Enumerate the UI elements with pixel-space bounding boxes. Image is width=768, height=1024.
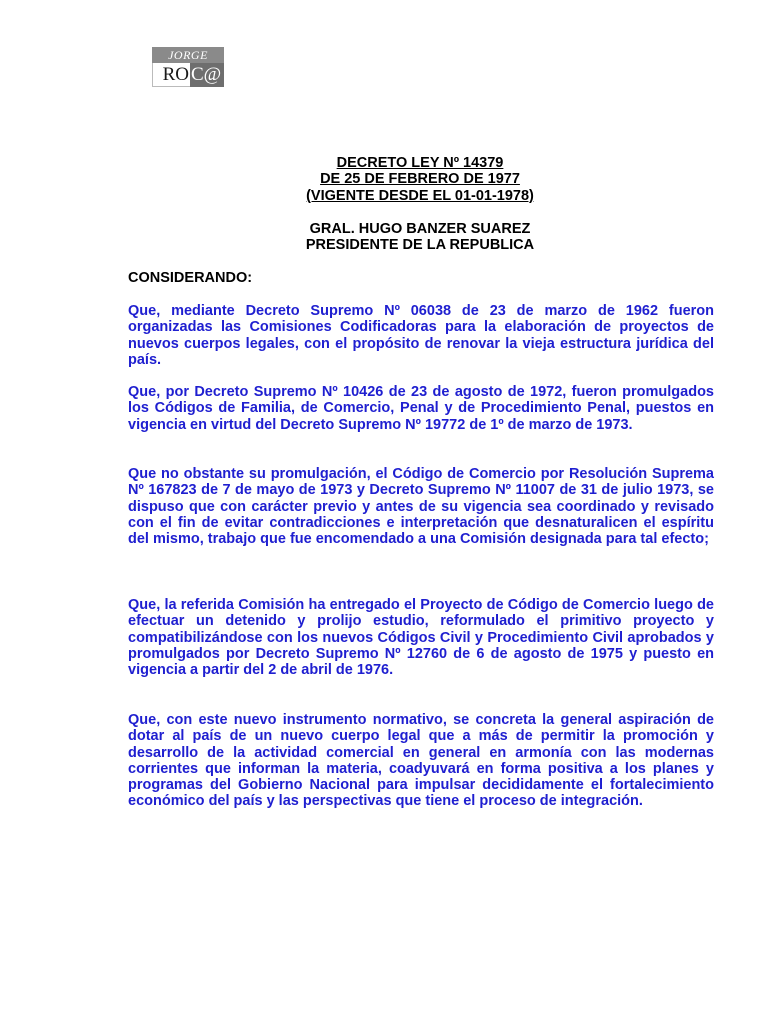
- issuer-title: PRESIDENTE DE LA REPUBLICA: [305, 237, 535, 254]
- decree-title-block: [100, 155, 740, 204]
- decree-date: DE 25 DE FEBRERO DE 1977: [320, 171, 520, 188]
- issuer-name: GRAL. HUGO BANZER SUAREZ: [309, 221, 531, 237]
- logo-top-text: JORGE: [152, 47, 224, 63]
- paragraph: Que, por Decreto Supremo Nº 10426 de 23 de agosto de 1972, fueron promulgados los Códigos de Familia, de Comercio, Penal y de Procedimiento Penal, puestos en vigencia en virtud del Decreto Supremo Nº 19772 de 1º de marzo de 1973.: [128, 384, 714, 433]
- decree-effective-date: (VIGENTE DESDE EL 01-01-1978): [306, 187, 534, 204]
- considerando-heading: CONSIDERANDO:: [128, 270, 253, 286]
- paragraph: Que, la referida Comisión ha entregado el Proyecto de Código de Comercio luego de efectuar un detenido y prolijo estudio, reformulado el primitivo proyecto y compatibilizándose con los nuevos Códigos Civil y Procedimiento Civil aprobados y promulgados por Decreto Supremo Nº 12760 de 6 de agosto de 1975 y puesto en vigencia a partir del 2 de abril de 1976.: [128, 597, 714, 679]
- paragraph: Que, con este nuevo instrumento normativo, se concreta la general aspiración de dotar al país de un nuevo cuerpo legal que a más de permitir la promoción y desarrollo de la actividad comercial en general en armonía con las modernas corrientes que informan la materia, coadyuvará en forma positiva a los planes y programas del Gobierno Nacional para impulsar decididamente el fortalecimiento económico del país y las perspectivas que tiene el proceso de integración.: [128, 712, 714, 810]
- decree-title: DECRETO LEY Nº 14379: [336, 155, 504, 171]
- logo-right-text: C@: [190, 63, 224, 87]
- paragraph: Que no obstante su promulgación, el Código de Comercio por Resolución Suprema Nº 167823 de 7 de mayo de 1973 y Decreto Supremo Nº 11007 de 31 de julio 1973, se dispuso que con carácter previo y antes de su vigencia sea coordinado y revisado con el fin de evitar contradicciones e interpretación que desnaturalicen el espíritu del mismo, trabajo que fue encomendado a una Comisión designada para tal efecto;: [128, 466, 714, 548]
- issuer-block: [100, 221, 740, 254]
- paragraph: Que, mediante Decreto Supremo Nº 06038 de 23 de marzo de 1962 fueron organizadas las Comisiones Codificadoras para la elaboración de proyectos de nuevos cuerpos legales, con el propósito de renovar la vieja estructura jurídica del país.: [128, 303, 714, 368]
- logo: [152, 47, 224, 87]
- logo-left-text: RO: [152, 63, 190, 87]
